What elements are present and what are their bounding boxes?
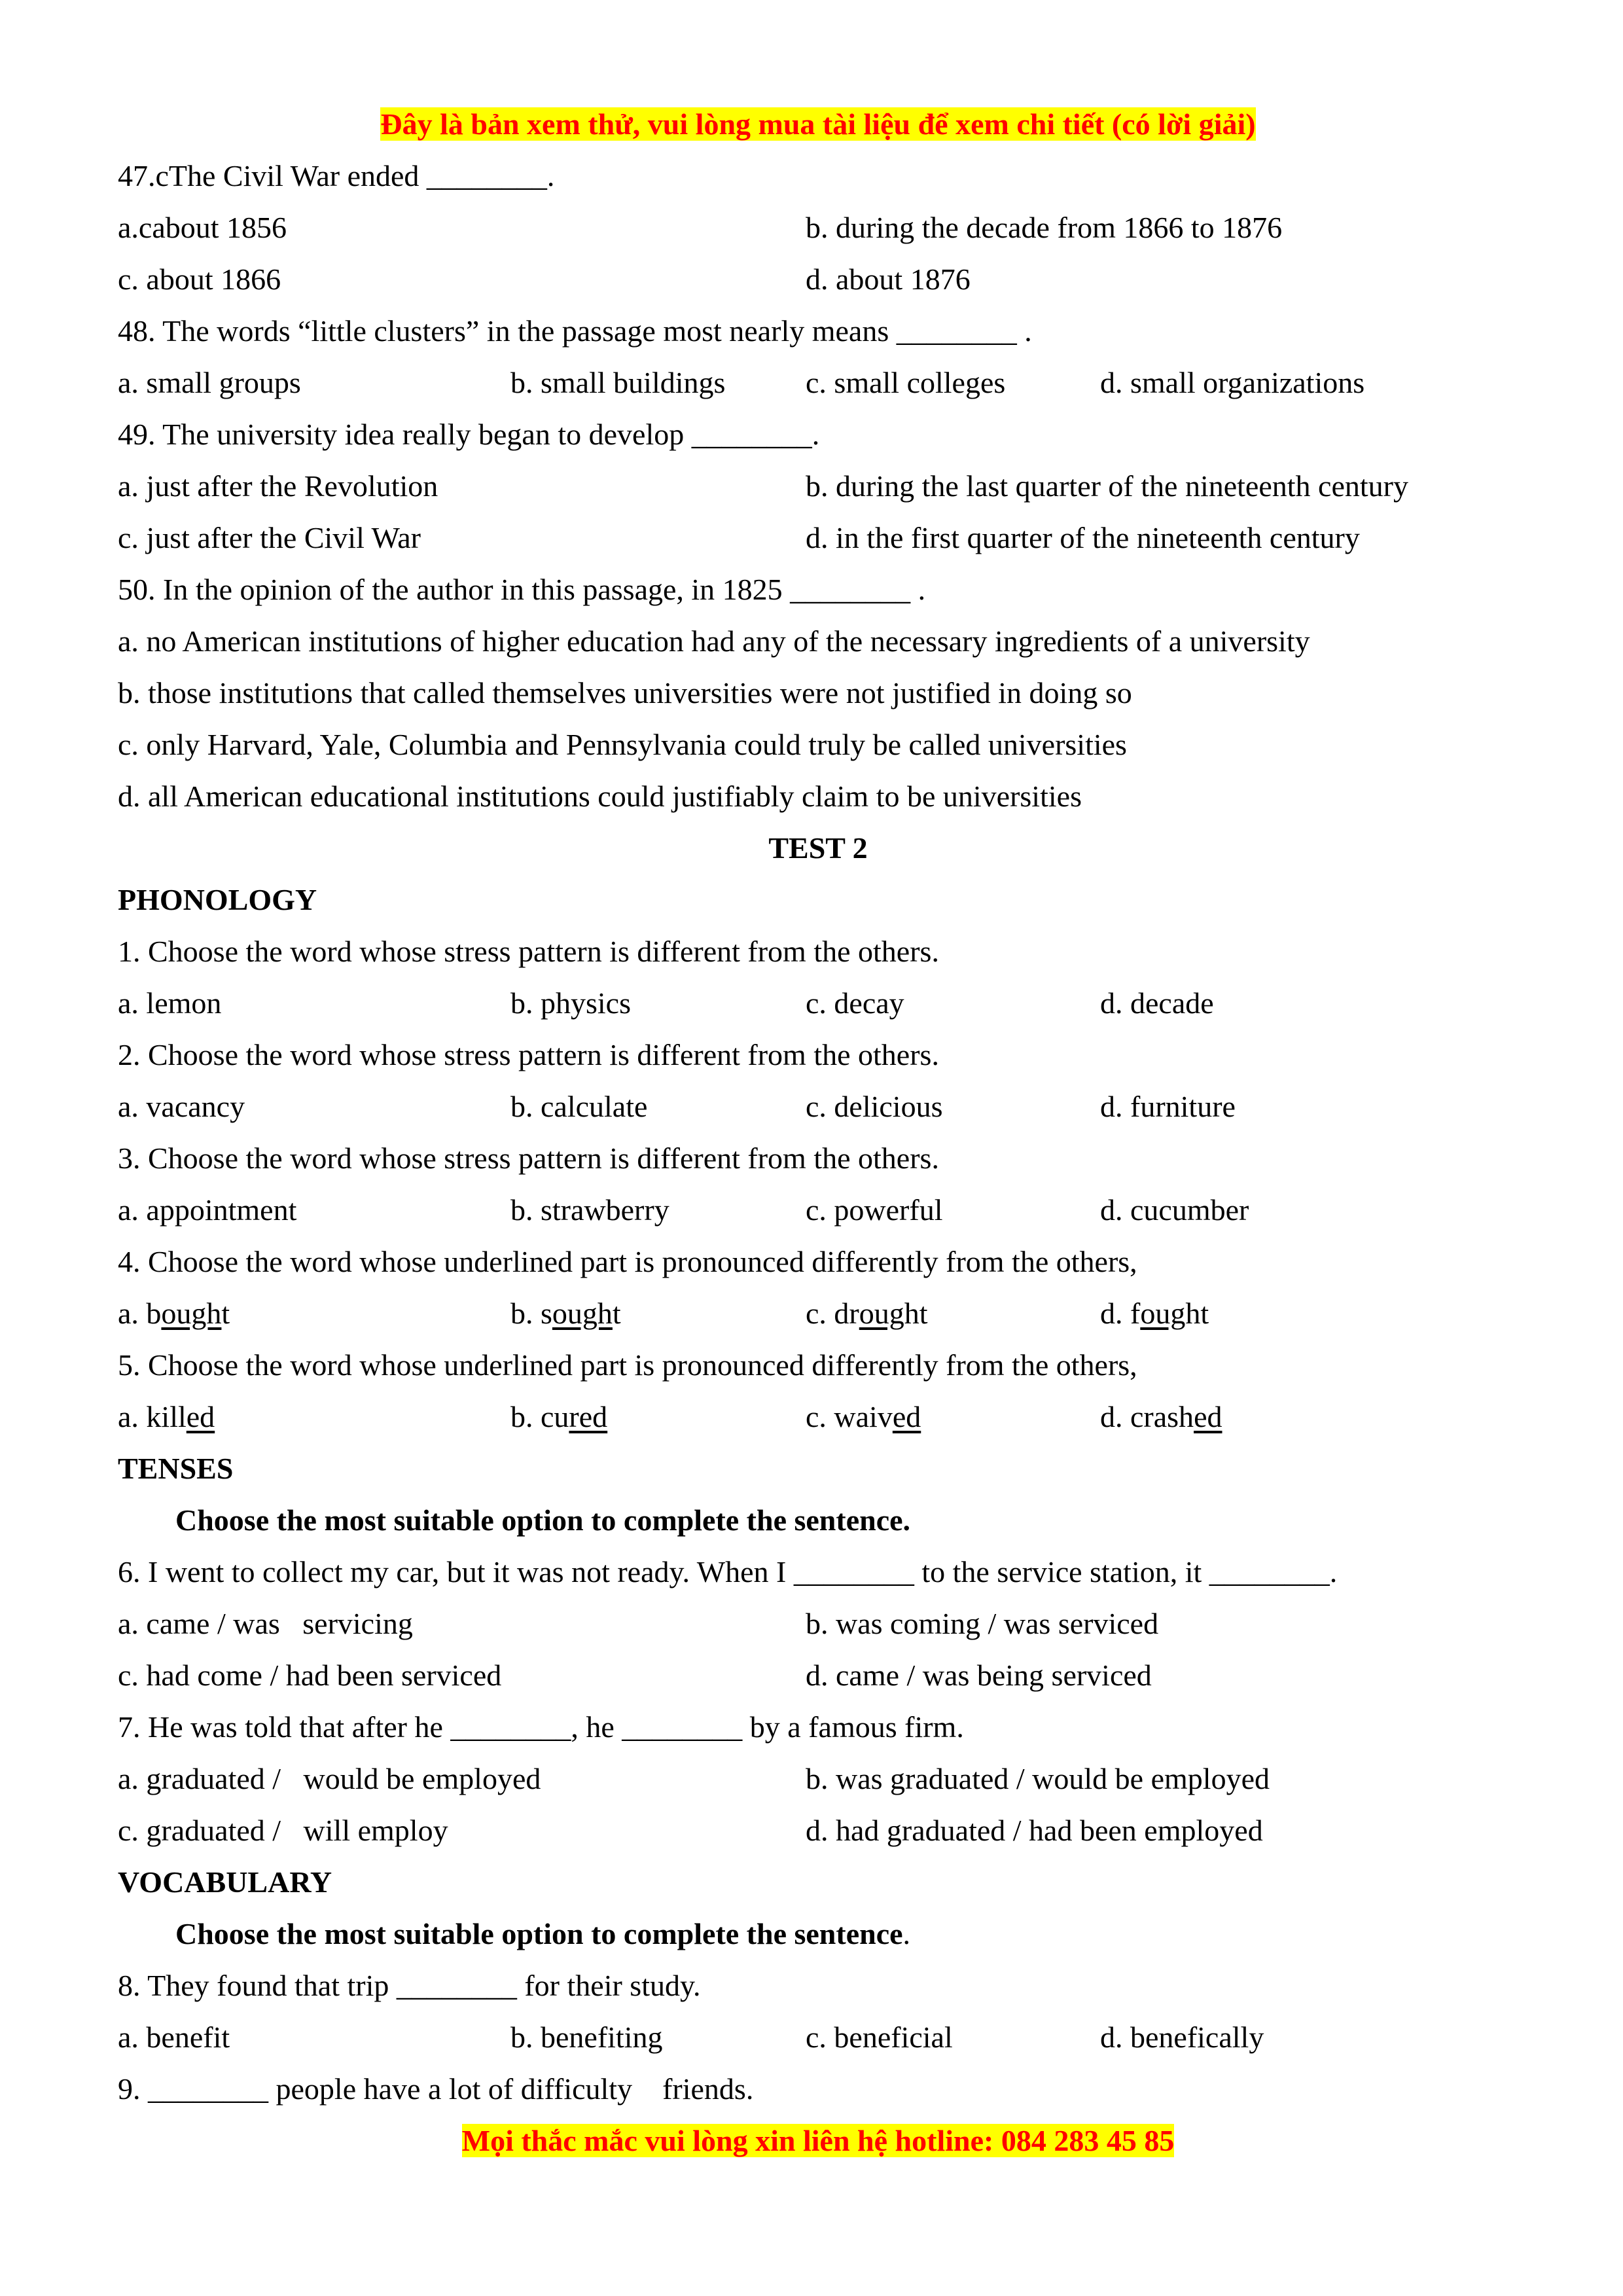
question-48-options — [118, 357, 1518, 408]
option-5c — [806, 1391, 921, 1443]
option-5a-prefix: a. kill — [118, 1400, 187, 1433]
option-4c-prefix: c. dr — [806, 1297, 859, 1330]
option-2c: c. delicious — [806, 1090, 943, 1123]
option-2d: d. furniture — [1100, 1090, 1236, 1123]
question-49-options-row-2 — [118, 512, 1518, 564]
option-1b: b. physics — [510, 986, 631, 1020]
option-2a: a. vacancy — [118, 1090, 245, 1123]
option-4a-suffix: t — [221, 1297, 230, 1330]
option-5a — [118, 1391, 215, 1443]
option-1c: c. decay — [806, 986, 904, 1020]
document-page — [118, 98, 1518, 2166]
question-49-options-row-1 — [118, 460, 1518, 512]
option-4b-suffix: t — [612, 1297, 621, 1330]
option-49d: d. in the first quarter of the nineteenth century — [806, 521, 1360, 554]
instruction-vocabulary — [118, 1908, 1518, 1960]
test-title: TEST 2 — [768, 831, 868, 865]
question-1-stem: 1. Choose the word whose stress pattern is different from the others. — [118, 935, 939, 968]
question-7-options-row-2 — [118, 1804, 1518, 1856]
question-6-options-row-2 — [118, 1649, 1518, 1701]
option-48d: d. small organizations — [1100, 366, 1365, 399]
option-7d: d. had graduated / had been employed — [806, 1814, 1263, 1847]
question-47-options-row-1 — [118, 202, 1518, 253]
question-47-stem: 47.cThe Civil War ended ________. — [118, 159, 555, 192]
option-8d: d. benefically — [1100, 2020, 1264, 2054]
section-heading-tenses: TENSES — [118, 1452, 234, 1485]
question-4-stem: 4. Choose the word whose underlined part is pronounced differently from the others, — [118, 1245, 1137, 1278]
question-6-stem: 6. I went to collect my car, but it was not ready. When I ________ to the service station, it ________. — [118, 1555, 1338, 1588]
option-4a-prefix: a. b — [118, 1297, 162, 1330]
option-49a: a. just after the Revolution — [118, 469, 438, 503]
option-3a: a. appointment — [118, 1193, 297, 1227]
question-3-stem: 3. Choose the word whose stress pattern is different from the others. — [118, 1141, 939, 1175]
instruction-vocabulary-text: Choose the most suitable option to complete the sentence — [175, 1917, 903, 1950]
option-47d: d. about 1876 — [806, 262, 971, 296]
option-6c: c. had come / had been serviced — [118, 1659, 502, 1692]
question-8-options — [118, 2011, 1518, 2063]
option-5b-underlined: red — [569, 1400, 608, 1433]
question-1-options — [118, 977, 1518, 1029]
option-6a: a. came / was servicing — [118, 1607, 413, 1640]
option-50d: d. all American educational institutions could justifiably claim to be universities — [118, 780, 1082, 813]
option-47b: b. during the decade from 1866 to 1876 — [806, 211, 1283, 244]
hotline-footer-text: Mọi thắc mắc vui lòng xin liên hệ hotline: 084 283 45 85 — [461, 2124, 1175, 2157]
option-5d — [1100, 1391, 1222, 1443]
option-5d-prefix: d. crash — [1100, 1400, 1194, 1433]
question-6-options-row-1 — [118, 1598, 1518, 1649]
question-8-stem: 8. They found that trip ________ for their study. — [118, 1969, 701, 2002]
option-5c-prefix: c. waiv — [806, 1400, 893, 1433]
option-48b: b. small buildings — [510, 366, 726, 399]
option-4d-suffix: ht — [1185, 1297, 1209, 1330]
option-48c: c. small colleges — [806, 366, 1006, 399]
preview-banner-text: Đây là bản xem thử, vui lòng mua tài liệu để xem chi tiết (có lời giải) — [380, 107, 1256, 141]
option-4b-prefix: b. s — [510, 1297, 552, 1330]
option-47a: a.cabout 1856 — [118, 211, 287, 244]
preview-banner — [118, 98, 1518, 150]
question-4-options — [118, 1287, 1518, 1339]
option-8c: c. beneficial — [806, 2020, 953, 2054]
option-5b-prefix: b. cu — [510, 1400, 569, 1433]
question-47-options-row-2 — [118, 253, 1518, 305]
question-48-stem: 48. The words “little clusters” in the passage most nearly means ________ . — [118, 314, 1032, 348]
option-1d: d. decade — [1100, 986, 1214, 1020]
question-9-stem: 9. ________ people have a lot of difficulty friends. — [118, 2072, 754, 2106]
option-4c-suffix: ht — [904, 1297, 928, 1330]
option-4a — [118, 1287, 230, 1339]
option-3d: d. cucumber — [1100, 1193, 1249, 1227]
question-2-stem: 2. Choose the word whose stress pattern is different from the others. — [118, 1038, 939, 1071]
question-7-stem: 7. He was told that after he ________, he ________ by a famous firm. — [118, 1710, 964, 1744]
option-4d — [1100, 1287, 1209, 1339]
option-5c-underlined: ed — [892, 1400, 921, 1433]
hotline-footer — [118, 2115, 1518, 2166]
section-heading-phonology: PHONOLOGY — [118, 883, 317, 916]
option-7a: a. graduated / would be employed — [118, 1762, 541, 1795]
option-8a: a. benefit — [118, 2020, 230, 2054]
option-48a: a. small groups — [118, 366, 301, 399]
option-4c — [806, 1287, 928, 1339]
option-4b-underlined: ough — [552, 1297, 613, 1330]
option-4b — [510, 1287, 621, 1339]
option-3c: c. powerful — [806, 1193, 943, 1227]
option-5d-underlined: ed — [1194, 1400, 1222, 1433]
option-5b — [510, 1391, 607, 1443]
option-6d: d. came / was being serviced — [806, 1659, 1152, 1692]
option-49c: c. just after the Civil War — [118, 521, 421, 554]
question-7-options-row-1 — [118, 1753, 1518, 1804]
option-49b: b. during the last quarter of the nineteenth century — [806, 469, 1408, 503]
option-4a-underlined: ough — [161, 1297, 222, 1330]
option-50c: c. only Harvard, Yale, Columbia and Pennsylvania could truly be called universities — [118, 728, 1127, 761]
option-1a: a. lemon — [118, 986, 222, 1020]
option-4d-prefix: d. f — [1100, 1297, 1141, 1330]
question-50-stem: 50. In the opinion of the author in this passage, in 1825 ________ . — [118, 573, 926, 606]
question-3-options — [118, 1184, 1518, 1236]
option-47c: c. about 1866 — [118, 262, 281, 296]
option-5a-underlined: ed — [186, 1400, 215, 1433]
option-8b: b. benefiting — [510, 2020, 663, 2054]
option-50a: a. no American institutions of higher education had any of the necessary ingredients of a university — [118, 624, 1310, 658]
instruction-tenses: Choose the most suitable option to complete the sentence. — [175, 1503, 911, 1537]
option-7c: c. graduated / will employ — [118, 1814, 448, 1847]
option-50b: b. those institutions that called themselves universities were not justified in doing so — [118, 676, 1132, 709]
option-4c-underlined: oug — [859, 1297, 904, 1330]
question-5-stem: 5. Choose the word whose underlined part is pronounced differently from the others, — [118, 1348, 1137, 1382]
question-49-stem: 49. The university idea really began to develop ________. — [118, 418, 820, 451]
option-4d-underlined: oug — [1140, 1297, 1186, 1330]
question-5-options — [118, 1391, 1518, 1443]
option-6b: b. was coming / was serviced — [806, 1607, 1159, 1640]
option-7b: b. was graduated / would be employed — [806, 1762, 1270, 1795]
option-2b: b. calculate — [510, 1090, 648, 1123]
instruction-vocabulary-period: . — [902, 1917, 911, 1950]
option-3b: b. strawberry — [510, 1193, 669, 1227]
question-2-options — [118, 1081, 1518, 1132]
section-heading-vocabulary: VOCABULARY — [118, 1865, 332, 1899]
